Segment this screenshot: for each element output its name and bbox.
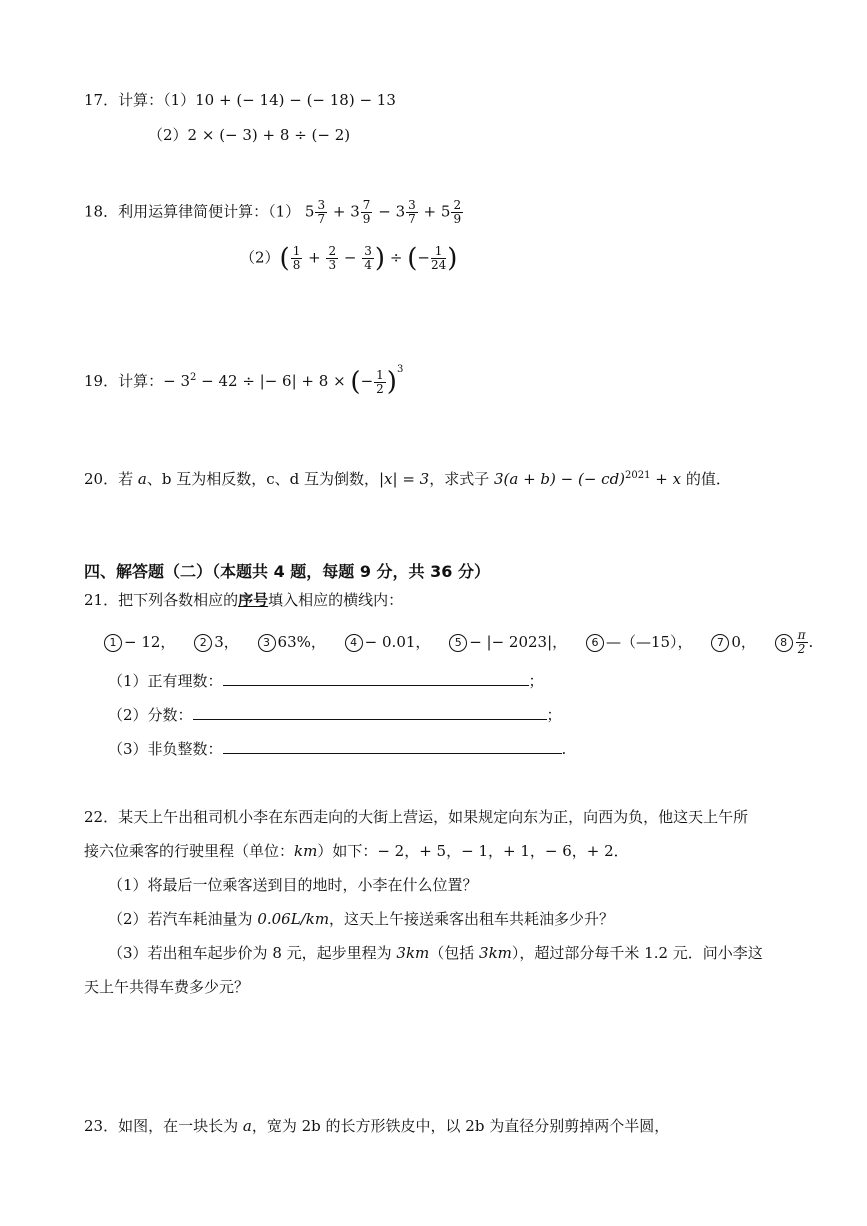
number-item xyxy=(586,633,693,651)
item-value: . xyxy=(808,632,814,651)
fraction xyxy=(406,199,418,226)
item-value: —（—15）， xyxy=(605,632,693,651)
q20-text: 的值． xyxy=(681,470,731,488)
question-number: 17． xyxy=(84,91,119,109)
q21-sub-end: ； xyxy=(546,706,562,724)
q22-line1 xyxy=(84,806,748,828)
operator: ÷ xyxy=(389,248,403,267)
q17-line1 xyxy=(84,89,396,111)
numerator: 2 xyxy=(453,198,462,212)
operator: + xyxy=(308,248,321,267)
q17-expr1: 10 + (− 14) − (− 18) − 13 xyxy=(195,91,396,109)
left-paren: ( xyxy=(350,367,361,397)
fraction xyxy=(326,245,338,272)
q18-line1 xyxy=(84,199,464,226)
denominator: 2 xyxy=(376,381,384,396)
q22-text: 某天上午出租司机小李在东西走向的大街上营运，如果规定向东为正，向西为负，他这天上午所 xyxy=(118,808,749,826)
operator: + xyxy=(423,202,437,221)
distance: 3km xyxy=(479,944,512,962)
left-paren: ( xyxy=(279,243,290,274)
mixed-number-whole: 5 xyxy=(440,202,451,221)
number-item xyxy=(194,633,239,651)
operator: − xyxy=(360,372,374,390)
mixed-number-whole: 5 xyxy=(304,202,315,221)
q20-condition: |x| = 3 xyxy=(378,470,430,488)
operator: − xyxy=(417,248,430,267)
circled-number: 8 xyxy=(775,634,793,652)
exponent: 2021 xyxy=(625,470,651,481)
fraction xyxy=(315,199,327,226)
numerator: 1 xyxy=(376,367,384,382)
q22-sub3-line2: 天上午共得车费多少元？ xyxy=(84,978,250,996)
denominator: 24 xyxy=(430,258,447,272)
left-paren: ( xyxy=(407,243,418,274)
q21-sub-label: （3）非负整数： xyxy=(108,740,223,758)
q21-sub-end: . xyxy=(561,740,567,758)
numerator: 3 xyxy=(364,244,372,258)
circled-number: 4 xyxy=(345,634,363,652)
answer-blank[interactable] xyxy=(223,739,562,754)
question-number: 21． xyxy=(84,591,119,609)
operator: − xyxy=(343,248,357,267)
fraction xyxy=(431,245,446,272)
q22-text: （3）若出租车起步价为 8 元，起步里程为 xyxy=(108,944,397,962)
item-value: 3， xyxy=(214,632,239,651)
fraction xyxy=(362,245,374,272)
right-paren: ) xyxy=(374,243,386,274)
denominator: 2 xyxy=(797,642,806,656)
emphasis: 序号 xyxy=(238,591,269,609)
q21-sub1 xyxy=(108,670,544,692)
q19-label: 计算： xyxy=(118,372,164,390)
fuel-rate: 0.06L/km xyxy=(257,910,330,928)
numerator: 3 xyxy=(317,198,326,212)
q23-line xyxy=(84,1115,669,1137)
q22-text: （包括 xyxy=(429,944,480,962)
q17-expr2: 2 × (− 3) + 8 ÷ (− 2) xyxy=(187,126,351,144)
variable: a xyxy=(137,470,147,488)
section-heading: 四、解答题（二）（本题共 4 题，每题 9 分，共 36 分） xyxy=(84,562,490,581)
circled-number: 1 xyxy=(104,634,122,652)
answer-blank[interactable] xyxy=(223,671,529,686)
q20-expression-tail: + x xyxy=(650,470,682,488)
item-value: − |− 2023|， xyxy=(469,632,568,651)
fraction xyxy=(291,245,303,272)
q21-items xyxy=(104,629,813,656)
fraction xyxy=(374,369,386,396)
q22-sub2 xyxy=(108,908,614,930)
q21-sub3 xyxy=(108,738,566,760)
q21-sub-label: （2）分数： xyxy=(108,706,193,724)
q17-label: 计算：（1） xyxy=(118,91,196,109)
mixed-number-whole: 3 xyxy=(395,202,406,221)
question-number: 20． xyxy=(84,470,119,488)
question-number: 23． xyxy=(84,1117,119,1135)
q22-text: ）如下：− 2，+ 5，− 1，+ 1，− 6，+ 2． xyxy=(317,842,629,860)
right-paren: ) xyxy=(386,367,397,397)
circled-number: 3 xyxy=(258,634,276,652)
fraction xyxy=(361,199,373,226)
numerator: π xyxy=(797,628,806,642)
denominator: 7 xyxy=(317,212,326,226)
q18-line2 xyxy=(240,245,457,272)
q19-expr-b: − 42 ÷ |− 6| + 8 × xyxy=(196,372,351,390)
item-value: 63%， xyxy=(277,632,326,651)
operator: − xyxy=(378,202,391,221)
fraction xyxy=(451,199,463,226)
q22-sub1: （1）将最后一位乘客送到目的地时，小李在什么位置？ xyxy=(108,876,478,894)
number-item xyxy=(104,633,175,651)
question-number: 18． xyxy=(84,202,119,221)
question-number: 22． xyxy=(84,808,119,826)
number-item xyxy=(711,633,756,651)
q21-text: 把下列各数相应的 xyxy=(118,591,239,609)
q21-sub2 xyxy=(108,704,562,726)
denominator: 7 xyxy=(408,212,416,226)
item-value: 0， xyxy=(731,632,756,651)
q22-text: 接六位乘客的行驶里程（单位： xyxy=(84,842,295,860)
denominator: 9 xyxy=(362,212,371,226)
item-value: − 0.01， xyxy=(364,632,431,651)
q23-text: ，宽为 2b 的长方形铁皮中，以 2b 为直径分别剪掉两个半圆， xyxy=(251,1117,670,1135)
q22-line2 xyxy=(84,840,629,862)
distance: 3km xyxy=(396,944,430,962)
q17-line2 xyxy=(148,124,350,146)
number-item xyxy=(345,633,431,651)
q20-text: 若 xyxy=(118,470,138,488)
right-paren: ) xyxy=(447,243,458,274)
numerator: 1 xyxy=(292,244,301,258)
q20-expression: 3(a + b) − (− cd) xyxy=(493,470,626,488)
q17-part2-label: （2） xyxy=(148,126,188,144)
unit: km xyxy=(294,842,318,860)
item-value: − 12， xyxy=(124,632,176,651)
numerator: 2 xyxy=(328,244,337,258)
q22-sub3 xyxy=(108,942,763,964)
q20-text: ，求式子 xyxy=(429,470,494,488)
circled-number: 2 xyxy=(194,634,212,652)
denominator: 9 xyxy=(453,212,462,226)
numerator: 3 xyxy=(408,198,416,212)
q21-sub-label: （1）正有理数： xyxy=(108,672,223,690)
mixed-number-whole: 3 xyxy=(350,202,360,221)
denominator: 8 xyxy=(292,258,301,272)
q18-part2-label: （2） xyxy=(240,248,280,267)
number-item xyxy=(775,628,814,656)
denominator: 3 xyxy=(328,258,337,272)
circled-number: 5 xyxy=(449,634,467,652)
answer-blank[interactable] xyxy=(193,705,547,720)
q21-sub-end: ； xyxy=(528,672,544,690)
q22-text: ，这天上午接送乘客出租车共耗油多少升？ xyxy=(329,910,615,928)
q22-text: （2）若汽车耗油量为 xyxy=(108,910,258,928)
q21-text: 填入相应的横线内： xyxy=(268,591,404,609)
q19-expr-a: − 3 xyxy=(163,372,190,390)
numerator: 7 xyxy=(362,198,371,212)
q20-text: 、b 互为相反数，c、d 互为倒数， xyxy=(146,470,379,488)
fraction xyxy=(796,629,808,656)
q20-line xyxy=(84,465,731,490)
exponent: 2 xyxy=(190,372,197,383)
q19-line xyxy=(84,359,403,396)
operator: + xyxy=(332,202,346,221)
numerator: 1 xyxy=(431,245,446,259)
denominator: 4 xyxy=(364,258,372,272)
q23-text: 如图，在一块长为 xyxy=(118,1117,243,1135)
circled-number: 7 xyxy=(711,634,729,652)
question-number: 19． xyxy=(84,372,119,390)
number-item xyxy=(258,633,326,651)
variable: a xyxy=(242,1117,252,1135)
q22-text: ），超过部分每千米 1.2 元．问小李这 xyxy=(511,944,763,962)
q21-prompt xyxy=(84,589,403,611)
exponent: 3 xyxy=(396,364,404,375)
circled-number: 6 xyxy=(586,634,604,652)
number-item xyxy=(449,633,567,651)
q18-label: 利用运算律简便计算：（1） xyxy=(118,202,301,221)
